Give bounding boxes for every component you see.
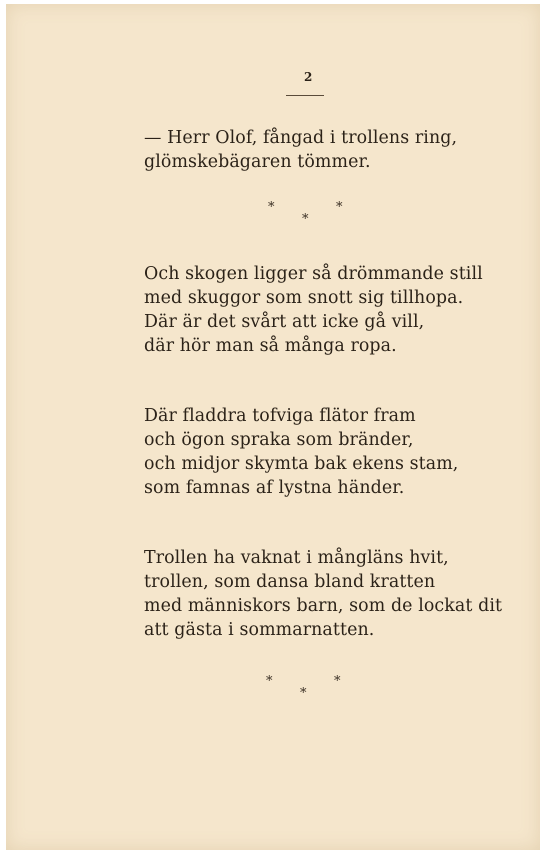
verse-line: glömskebägaren tömmer. — [144, 152, 371, 172]
verse-line: — Herr Olof, fångad i trollens ring, — [144, 128, 458, 148]
verse-line: och midjor skymta bak ekens stam, — [144, 454, 459, 474]
verse-line: och ögon spraka som bränder, — [144, 430, 414, 450]
verse-line: som famnas af lystna händer. — [144, 478, 405, 498]
stanza-1 — [144, 262, 483, 358]
asterisk: * — [300, 686, 307, 701]
asterisk: * — [302, 212, 309, 227]
verse-line: Där fladdra tofviga flätor fram — [144, 406, 416, 426]
verse-line: Och skogen ligger så drömmande still — [144, 264, 483, 284]
verse-line: trollen, som dansa bland kratten — [144, 572, 436, 592]
verse-line: Där är det svårt att icke gå vill, — [144, 312, 425, 332]
asterisk: * — [336, 200, 343, 215]
header-rule — [286, 95, 324, 96]
asterisk: * — [268, 200, 275, 215]
asterism-ornament — [266, 674, 356, 714]
page-number: 2 — [304, 70, 313, 84]
opening-stanza — [144, 126, 457, 174]
stanza-3 — [144, 546, 502, 642]
verse-line: att gästa i sommarnatten. — [144, 620, 375, 640]
verse-line: med människors barn, som de lockat dit — [144, 596, 503, 616]
asterisk: * — [334, 674, 341, 689]
asterisk: * — [266, 674, 273, 689]
book-page — [6, 4, 540, 850]
asterism-ornament — [268, 200, 358, 240]
verse-line: Trollen ha vaknat i mångläns hvit, — [144, 548, 449, 568]
verse-line: där hör man så många ropa. — [144, 336, 397, 356]
verse-line: med skuggor som snott sig tillhopa. — [144, 288, 464, 308]
stanza-2 — [144, 404, 458, 500]
